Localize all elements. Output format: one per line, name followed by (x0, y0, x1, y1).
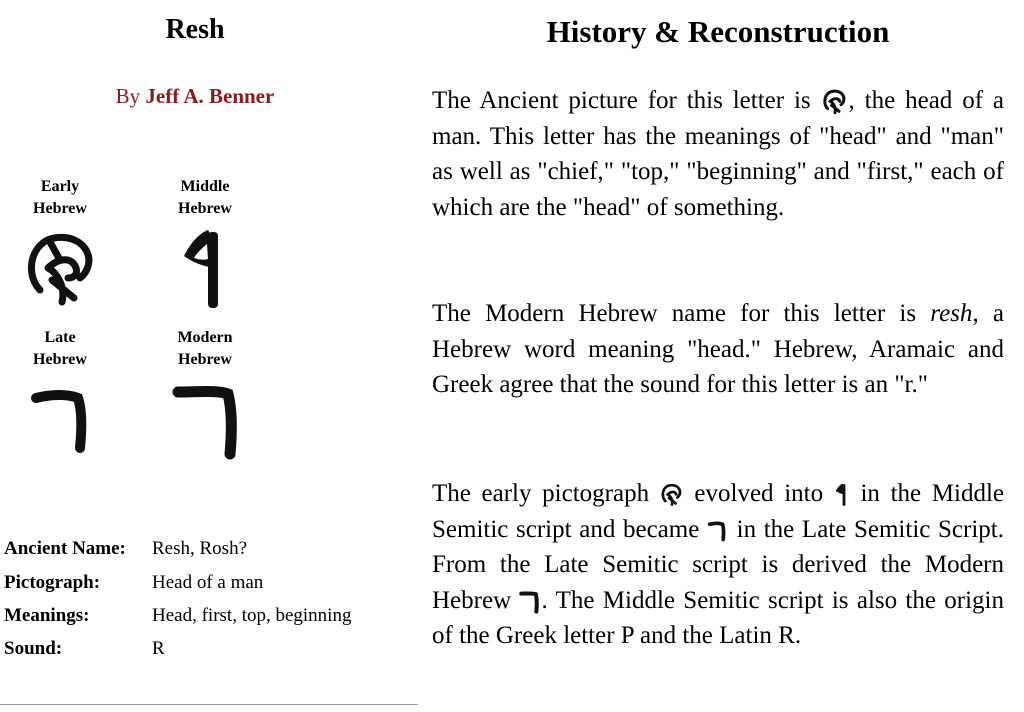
label-early-line1: Early (40, 178, 80, 195)
late-hebrew-resh-inline-icon (707, 520, 729, 542)
p1-text-b: , the head of a man. This letter has the meanings of "head" and "man" as well as "chief," "top," "beginning" and "first," each of which are the "head" of something. (432, 87, 1004, 221)
label-late-line1: Late (44, 329, 76, 346)
early-hebrew-resh-inline-icon (660, 482, 684, 508)
author-name: Jeff A. Benner (145, 84, 275, 108)
label-modern-line2: Hebrew (178, 351, 232, 368)
info-value: Head of a man (152, 572, 264, 593)
label-modern-hebrew (145, 327, 265, 371)
late-hebrew-resh-icon (28, 384, 98, 456)
early-hebrew-resh-icon (22, 228, 102, 312)
label-middle-line1: Middle (180, 178, 230, 195)
label-middle-line2: Hebrew (178, 200, 232, 217)
info-value: Resh, Rosh? (152, 538, 247, 559)
middle-hebrew-resh-icon (178, 226, 234, 314)
p3-text-a: The early pictograph (432, 480, 650, 507)
paragraph-evolution (432, 476, 1004, 654)
info-key: Ancient Name: (4, 538, 126, 559)
modern-hebrew-resh-inline-icon (519, 590, 541, 614)
label-early-line2: Hebrew (33, 200, 87, 217)
p3-text-b: evolved into (694, 480, 824, 507)
p2-text-b: , a Hebrew word meaning "head." Hebrew, Aramaic and Greek agree that the sound for this letter is an "r." (432, 300, 1004, 398)
p3-text-e: . The Middle Semitic script is also the origin of the Greek letter P and the Latin R. (432, 586, 1005, 649)
info-value: Head, first, top, beginning (152, 605, 352, 626)
middle-hebrew-resh-inline-icon (834, 482, 850, 508)
info-key: Sound: (4, 638, 63, 659)
early-hebrew-resh-inline-icon (821, 88, 849, 116)
p3-text-c: in the Middle Semitic script and became (432, 480, 1005, 543)
section-title: History & Reconstruction (546, 14, 890, 49)
label-late-hebrew (0, 327, 120, 371)
info-key: Pictograph: (4, 572, 101, 593)
bottom-divider (0, 704, 418, 705)
label-modern-line1: Modern (177, 329, 233, 346)
modern-hebrew-resh-icon (170, 380, 246, 462)
label-early-hebrew (0, 176, 120, 220)
p1-text-a: The Ancient picture for this letter is (432, 87, 811, 114)
letter-title: Resh (165, 14, 225, 45)
paragraph-ancient-picture (432, 83, 1004, 225)
paragraph-modern-name (432, 296, 1004, 403)
p3-text-d: in the Late Semitic Script. From the Late Semitic script is derived the Modern Hebrew (432, 515, 1004, 614)
info-key: Meanings: (4, 605, 90, 626)
info-value: R (152, 638, 165, 659)
byline-prefix: By (115, 84, 146, 108)
byline (0, 84, 390, 109)
label-late-line2: Hebrew (33, 351, 87, 368)
label-middle-hebrew (145, 176, 265, 220)
p2-text-a: The Modern Hebrew name for this letter is (432, 300, 917, 327)
p2-resh-italic: resh (930, 300, 973, 327)
